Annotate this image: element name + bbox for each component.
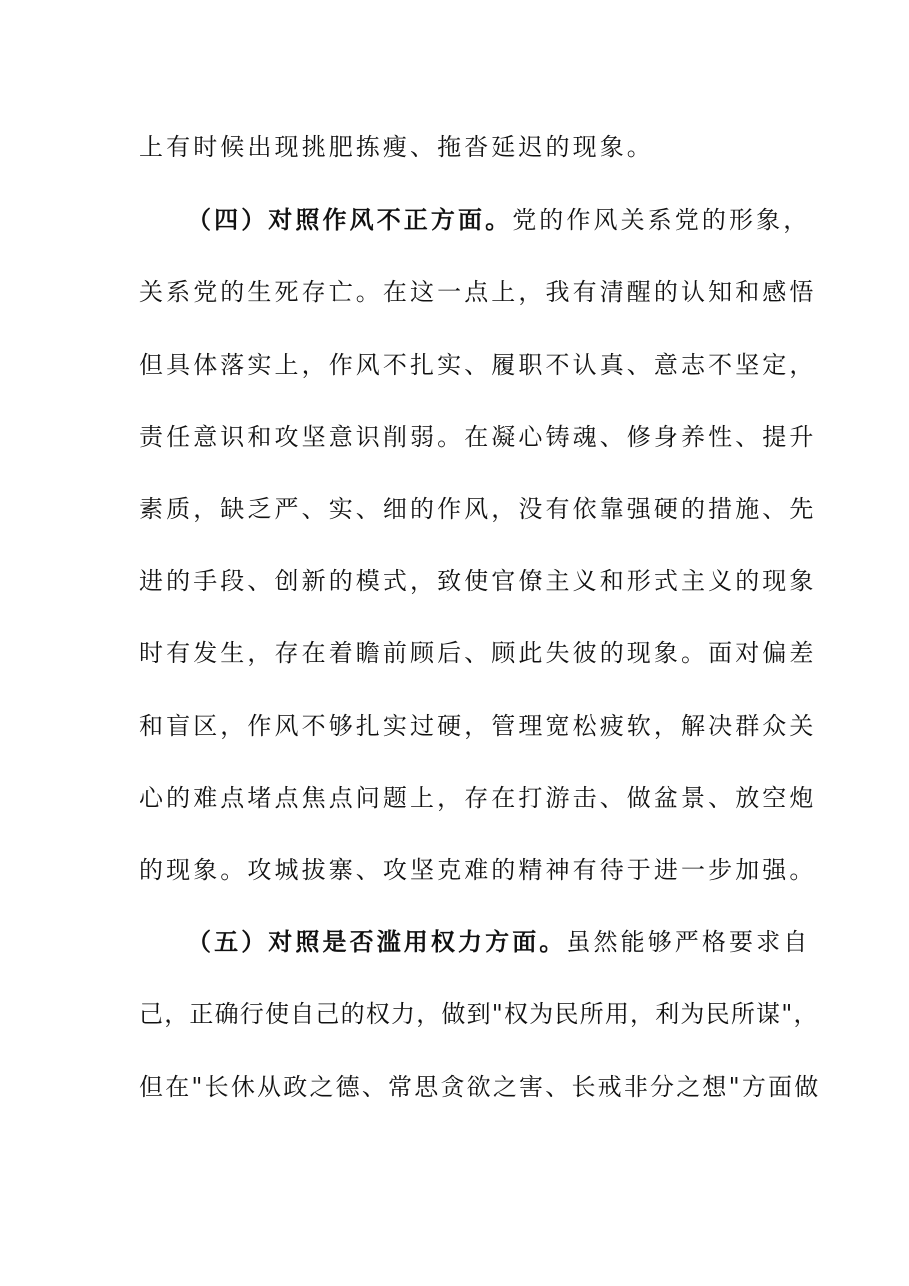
section-5-first-line (187, 922, 811, 962)
paragraph-line: 上有时候出现挑肥拣瘦、拖沓延迟的现象。 (139, 133, 654, 161)
paragraph-line: 和盲区，作风不够扎实过硬，管理宽松疲软，解决群众关 (139, 712, 817, 740)
paragraph-line: 但在"长休从政之德、常思贪欲之害、长戒非分之想"方面做 (139, 1073, 821, 1101)
section-5-text: 虽然能够严格要求自 (566, 928, 811, 956)
paragraph-line: 的现象。攻城拔寨、攻坚克难的精神有待于进一步加强。 (139, 856, 817, 884)
section-5-heading: （五）对照是否滥用权力方面。 (187, 927, 567, 956)
paragraph-line: 素质，缺乏严、实、细的作风，没有依靠强硬的措施、先 (139, 495, 817, 523)
paragraph-line: 心的难点堵点焦点问题上，存在打游击、做盆景、放空炮 (139, 784, 817, 812)
paragraph-line: 进的手段、创新的模式，致使官僚主义和形式主义的现象 (139, 567, 817, 595)
section-4-heading: （四）对照作风不正方面。 (187, 205, 513, 234)
paragraph-line: 但具体落实上，作风不扎实、履职不认真、意志不坚定， (139, 351, 817, 379)
section-4-first-line (187, 200, 811, 240)
paragraph-line: 关系党的生死存亡。在这一点上，我有清醒的认知和感悟 (139, 278, 817, 306)
paragraph-line: 责任意识和攻坚意识削弱。在凝心铸魂、修身养性、提升 (139, 423, 817, 451)
paragraph-line: 己，正确行使自己的权力，做到"权为民所用，利为民所谋"， (139, 1000, 819, 1028)
paragraph-line: 时有发生，存在着瞻前顾后、顾此失彼的现象。面对偏差 (139, 639, 817, 667)
section-4-text: 党的作风关系党的形象， (512, 206, 811, 234)
